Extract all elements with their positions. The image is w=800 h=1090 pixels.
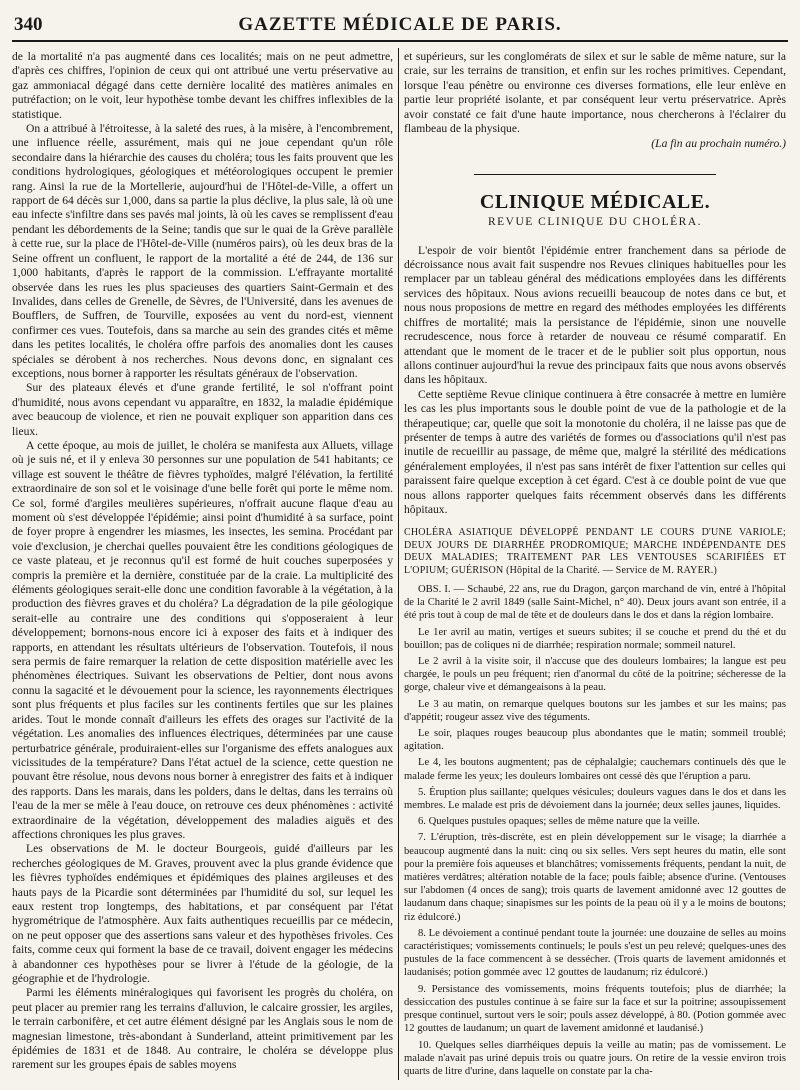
paragraph: Sur des plateaux élevés et d'une grande fertilité, le sol n'offrant point d'humidité, nous avons cependant vu apparaître, en 1832, la maladie épidémique avec beaucoup de violence, et rien ne pouvait expliquer son apparition dans ces lieux. <box>12 381 393 438</box>
section-subtitle: REVUE CLINIQUE DU CHOLÉRA. <box>487 216 703 229</box>
paragraph: et supérieurs, sur les conglomérats de silex et sur le sable de même nature, sur la craie, sur les terrains de transition, et enfin sur les roches primitives. Cependant, lorsque l'eau pénètre ou environne ces diverses formations, elle leur enlève en partie leur propriété isolante, et par conséquent leur vertu préservatrice. Après avoir constaté ce fait d'une haute importance, nous chercherons à l'éclairer du flambeau de la physique. <box>404 50 786 136</box>
continuation-note: (La fin au prochain numéro.) <box>651 137 786 151</box>
paragraph: de la mortalité n'a pas augmenté dans ces localités; mais on ne peut admettre, d'après ces chiffres, l'opinion de ceux qui ont attribué une vertu préservative au gaz ammoniacal dégagé dans cette dernière localité des matières animales en putréfaction; on le voit, leur hypothèse tombe devant les chiffres inflexibles de la statistique. <box>12 50 393 121</box>
paragraph: Cette septième Revue clinique continuera à être consacrée à mettre en lumière les cas les plus importants sous le double point de vue de la pathologie et de la thérapeutique; car, quelle que soit la monotonie du choléra, il ne laisse pas que de présenter de temps à autre des variétés de formes ou d'associations qu'il n'est pas inutile de recueillir au passage, de même que, malgré la stérilité des médications généralement employées, il n'est pas sans intérêt de fixer l'attention sur celles qui paraissent faire quelque exception à cet égard. C'est à ce double point de vue que nous allons rapporter quelques faits récemment observés dans les différents hôpitaux. <box>404 387 786 516</box>
right-column <box>404 50 786 1082</box>
column-divider <box>398 48 399 1080</box>
case-paragraph: Le 1er avril au matin, vertiges et sueurs subites; il se couche et prend du thé et du bouillon; pas de coliques ni de diarrhée; respiration normale; sommeil naturel. <box>404 626 786 651</box>
page-header <box>12 14 788 42</box>
paragraph: On a attribué à l'étroitesse, à la saleté des rues, à la misère, à l'encombrement, une influence réelle, assurément, mais qui ne joue cependant qu'un rôle secondaire dans la hiérarchie des causes du choléra; tous les faits prouvent que les conditions hydrologiques, géologiques et météorologiques occupent le premier rang. Ainsi la rue de la Mortellerie, aujourd'hui de l'Hôtel-de-Ville, a offert un rapport de 64 décès sur 1,000, dans sa partie la plus déclive, la plus sale, là où une eau infecte s'infiltre dans ses pavés mal joints, là où les caves se remplissent d'eau pendant les débordements de la Seine; tandis que sur le quai de la Grève parallèle à cette rue, sur la place de l'Hôtel-de-Ville (numéros pairs), où les deux bras de la Seine offrent un confluent, le rapport de la mortalité a été de 244, de 136 sur 1,000 habitants, d'après le rapport de la commission. L'effrayante mortalité observée dans les rues les plus spacieuses des quartiers Saint-Germain et des Invalides, dans celles de Grenelle, de Sèvres, de l'Université, dans les avenues de Boufflers, de Suffren, de Tourville, exposées au vent du nord-est, viennent confirmer ces vues. Toutefois, dans sa marche au sein des grandes cités et même dans les petites localités, le choléra offre parfois des anomalies dont les causes spéciales se dérobent à nos recherches. Nous devons donc, en signalant ces exceptions, nous borner à rapporter les résultats généraux de l'observation. <box>12 122 393 380</box>
page-number: 340 <box>14 14 43 35</box>
section-divider <box>474 174 716 175</box>
left-column <box>12 50 393 1082</box>
case-paragraph: OBS. I. — Schaubé, 22 ans, rue du Dragon, garçon marchand de vin, entré à l'hôpital de la Charité le 2 avril 1849 (salle Saint-Michel, n° 40). Deux jours avant son entrée, il a été pris tout à coup de mal de tête et de douleurs dans le dos et dans la région lombaire. <box>404 584 786 622</box>
case-paragraph: 5. Éruption plus saillante; quelques vésicules; douleurs vagues dans le dos et dans les membres. Le malade est pris de dévoiement dans la journée; deux selles jaunes, liquides. <box>404 786 786 812</box>
paragraph: Parmi les éléments minéralogiques qui favorisent les progrès du choléra, on peut placer au premier rang les terrains d'alluvion, le calcaire grossier, les argiles, le terrain carbonifère, et cet autre élément désigné par les Anglais sous le nom de magnesian limestone, très-abondant à Sunderland, atteint primitivement par les épidémies de 1831 et de 1848. Au contraire, le choléra se développe plus rarement sur les groupes épais de sables moyens <box>12 986 393 1072</box>
paragraph: Les observations de M. le docteur Bourgeois, guidé d'ailleurs par les recherches géologiques de M. Graves, prouvent avec la plus grande évidence que les fièvres typhoïdes endémiques et épidémiques des plaines argileuses et des hauts pays de la Picardie sont déterminées par l'humidité du sol, sur lequel les eaux restent trop longtemps, des habitations, et par conséquent par l'état hygrométrique de l'atmosphère. Aux faits authentiques recueillis par ce médecin, on ne peut opposer que des assertions sans valeur et des hypothèses frivoles. Ces faits, comme ceux qui forment la base de ce travail, doivent engager les médecins à abandonner ces hypothèses pour se livrer à l'étude de la géologie, de la géographie et de l'hydrologie. <box>12 842 393 985</box>
paragraph: A cette époque, au mois de juillet, le choléra se manifesta aux Alluets, village où je suis né, et il y enleva 30 personnes sur une population de 541 habitants; ce village est souvent le théâtre de fièvres typhoïdes, malgré l'élévation, la fertilité extraordinaire de son sol et le voisinage d'une belle forêt qui porte le même nom. Ce sol, formé d'argiles meulières supérieures, n'offrait aucune flaque d'eau au moment où s'est développée l'épidémie; ainsi point d'humidité à sa surface, point de foyer propre à engendrer les miasmes, les insectes, les semina. Procédant par voie d'exclusion, je cherchai quelles pouvaient être les conditions géologiques de ce vaste plateau, et je reconnus qu'il est formé de huit couches superposées y compris la première et la dernière, constituée par de la craie. La multiplicité des éléments géologiques serait-elle donc une condition favorable à la végétation, à la production des fièvres graves et du choléra? La dégradation de la pile géologique serait-elle au contraire une des conditions qui s'opposeraient à leur développement; bornons-nous encore ici à exposer des faits et à indiquer des rapports, en attendant les résultats ultérieurs de l'observation. Toutefois, il nous sera permis de faire remarquer la relation de cette disposition matérielle avec les phénomènes électriques. Suivant les observations de Peltier, dont nous avons connu la sagacité et le dévouement pour la science, les rayonnements électriques sont plus fréquents et plus faciles sur les continents fertiles que sur les plaines arides. Tout le monde connaît d'ailleurs les effets des orages sur l'activité de la végétation. Les anomalies des influences électriques, déterminées par une cause perturbatrice générale, produiraient-elles sur l'organisme des effets analogues aux vicissitudes de la température? Dans l'état actuel de la science, cette question ne pouvant être résolue, nous devons nous borner à enregistrer des faits et à indiquer des rapports. Dans les marais, dans les polders, dans le deltas, dans les terrains où l'eau de la mer se mêle à l'eau douce, on retrouve ces deux phénomènes : activité extraordinaire de la végétation, développement des maladies aiguës et des affections chroniques les plus graves. <box>12 438 393 841</box>
case-paragraph: Le soir, plaques rouges beaucoup plus abondantes que le matin; sommeil troublé; agitation. <box>404 728 786 753</box>
case-heading: CHOLÉRA ASIATIQUE DÉVELOPPÉ PENDANT LE COURS D'UNE VARIOLE; DEUX JOURS DE DIARRHÉE PRODROMIQUE; MARCHE INDÉPENDANTE DES DEUX MALADIES; TRAITEMENT PAR LES VENTOUSES SCARIFIÉES ET L'OPIUM; GUÉRISON (Hôpital de la Charité. — Service de M. RAYER.) <box>404 527 786 576</box>
paragraph: L'espoir de voir bientôt l'épidémie entrer franchement dans sa période de décroissance nous avait fait suspendre nos Revues cliniques habituelles pour les remplacer par un tableau général des médications employées dans les différents services des hôpitaux. Nous avions recueilli beaucoup de notes dans ce but, et nous nous proposions de mettre en regard des méthodes employées les différents chiffres de mortalité; mais la persistance de l'épidémie, sinon une nouvelle recrudescence, nous force à retarder de nouveau ce résumé comparatif. En attendant que le moment de le tracer et de le publier soit plus opportun, nous allons continuer aujourd'hui la revue des principaux faits que nous avons observés dans les hôpitaux. <box>404 243 786 387</box>
case-paragraph: 9. Persistance des vomissements, moins fréquents toutefois; plus de diarrhée; la dessiccation des pustules continue à se faire sur la face et sur la poitrine; assoupissement presque continuel, surtout vers le soir; pouls assez développé, à 80. (Potion gommée avec 12 gouttes de laudanum; un quart de lavement amidonné et laudanisé.) <box>404 983 786 1035</box>
journal-title: GAZETTE MÉDICALE DE PARIS. <box>238 14 562 35</box>
case-paragraph: 7. L'éruption, très-discrète, est en plein développement sur le visage; la diarrhée a beaucoup augmenté dans la nuit: cinq ou six selles. Vers sept heures du matin, elle sont pour la première fois aqueuses et blanchâtres; vomissements fréquents, pendant la nuit, de matières verdâtres; altération notable de la face; pouls faible; absence d'urine. (Ventouses sur l'abdomen (4 onces de sang); trois quarts de lavement amidonné avec 12 gouttes de laudanum dans chaque; sinapismes sur les points de la peau où il y a le moins de boutons; riz édulcoré.) <box>404 832 786 923</box>
case-paragraph: Le 4, les boutons augmentent; pas de céphalalgie; cauchemars continuels dès que le malade ferme les yeux; les douleurs lombaires ont cessé dès que l'éruption a paru. <box>404 757 786 782</box>
section-title: CLINIQUE MÉDICALE. <box>479 190 711 213</box>
case-paragraph: 6. Quelques pustules opaques; selles de même nature que la veille. <box>418 816 700 828</box>
case-paragraph: Le 2 avril à la visite soir, il n'accuse que des douleurs lombaires; la langue est peu chargée, le pouls un peu fréquent; rien d'anormal du côté de la poitrine; sécheresse de la gorge, chaleur vive et démangeaisons à la peau. <box>404 656 786 694</box>
case-paragraph: Le 3 au matin, on remarque quelques boutons sur les jambes et sur les mains; pas d'appétit; rougeur assez vive des téguments. <box>404 698 786 723</box>
case-paragraph: 8. Le dévoiement a continué pendant toute la journée: une douzaine de selles au moins caractéristiques; vomissements continuels; le pouls s'est un peu relevé; quelques-unes des pustules de la face commencent à se dessécher. (Trois quarts de lavement amidonnés et laudanisés; potion gommée avec 12 gouttes de laudanum; riz édulcoré.) <box>404 927 786 979</box>
case-paragraph: 10. Quelques selles diarrhéiques depuis la veille au matin; pas de vomissement. Le malade n'avait pas uriné depuis trois ou quatre jours. On retire de la vessie environ trois quarts de litre d'urine, dans laquelle on constate par la cha- <box>404 1039 786 1077</box>
